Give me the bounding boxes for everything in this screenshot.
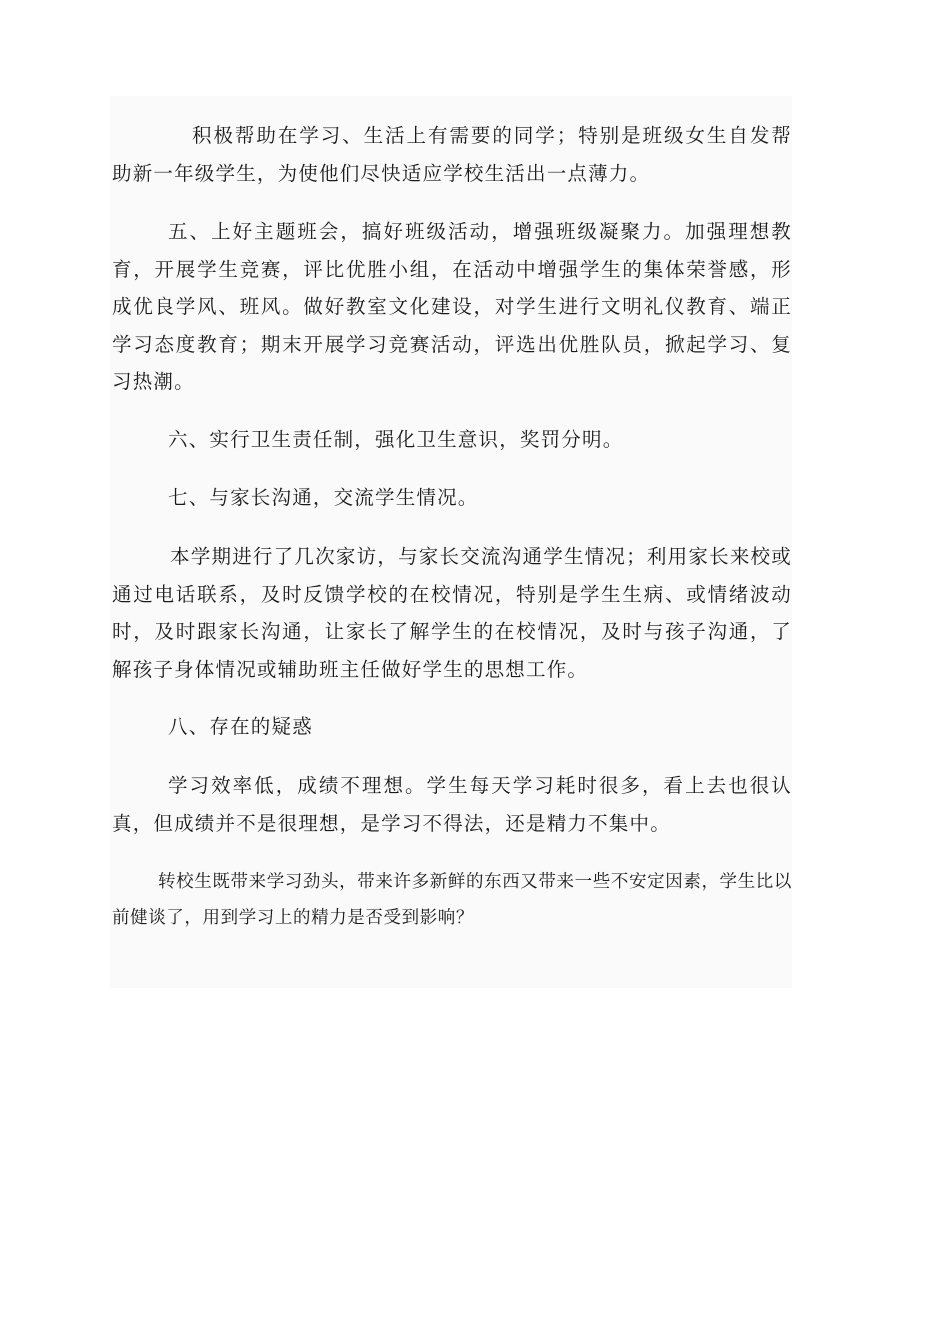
paragraph-transfer-students: 转校生既带来学习劲头，带来许多新鲜的东西又带来一些不安定因素，学生比以前健谈了，用到学习上的精力是否受到影响？ — [112, 872, 792, 928]
heading-section-eight: 八、存在的疑惑 — [168, 715, 313, 738]
paragraph-learning-efficiency: 学习效率低，成绩不理想。学生每天学习耗时很多，看上去也很认真，但成绩并不是很理想，是学习不得法，还是精力不集中。 — [112, 774, 792, 835]
heading-section-six: 六、实行卫生责任制，强化卫生意识，奖罚分明。 — [168, 428, 624, 451]
heading-section-seven: 七、与家长沟通，交流学生情况。 — [168, 486, 479, 509]
paragraph-section-five: 五、上好主题班会，搞好班级活动，增强班级凝聚力。加强理想教育，开展学生竞赛，评比优胜小组，在活动中增强学生的集体荣誉感，形成优良学风、班风。做好教室文化建设，对学生进行文明礼仪教育、端正学习态度教育；期末开展学习竞赛活动，评选出优胜队员，掀起学习、复习热潮。 — [112, 220, 792, 393]
paragraph-parent-communication: 本学期进行了几次家访，与家长交流沟通学生情况；利用家长来校或通过电话联系，及时反馈学校的在校情况，特别是学生生病、或情绪波动时，及时跟家长沟通，让家长了解学生的在校情况，及时与孩子沟通，了解孩子身体情况或辅助班主任做好学生的思想工作。 — [112, 545, 792, 681]
paragraph-helping-classmates: 积极帮助在学习、生活上有需要的同学；特别是班级女生自发帮助新一年级学生，为使他们尽快适应学校生活出一点薄力。 — [112, 124, 792, 185]
